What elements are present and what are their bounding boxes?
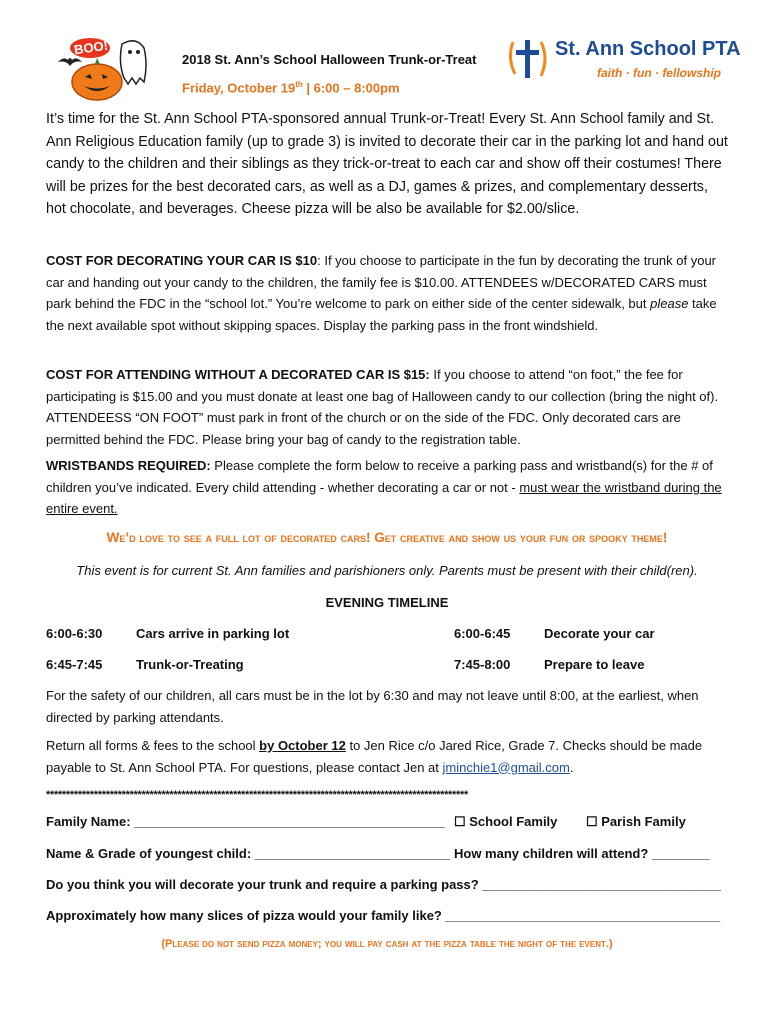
timeline-row-event1: Trunk-or-Treating (136, 657, 244, 672)
event-date (182, 80, 400, 95)
school-family-checkbox[interactable]: ☐ School Family (454, 814, 558, 829)
halloween-clipart (52, 34, 158, 102)
timeline-row-event1: Cars arrive in parking lot (136, 626, 290, 641)
cost-decorating-text-b: take the next available spot without skipping spaces. Display the parking pass in the front windshield. (46, 296, 717, 333)
wristbands-text: Please complete the form below to receive a parking pass and wristband(s) for the # of children you’ve indicated. Every child attending - whether decorating a car or not - (46, 458, 713, 495)
boo-text: BOO! (73, 37, 109, 58)
timeline-heading: EVENING TIMELINE (325, 595, 449, 610)
decorate-trunk-field[interactable]: Do you think you will decorate your trunk and require a parking pass? _________________________________ (46, 877, 721, 892)
pta-logo (505, 36, 741, 86)
callout: We’d love to see a full lot of decorated cars! Get creative and show us your fun or spooky theme! (106, 530, 668, 545)
wristbands-underlined: must wear the wristband during the entire event. (46, 479, 722, 516)
cost-attending-heading: COST FOR ATTENDING WITHOUT A DECORATED CAR IS $15: (46, 367, 430, 382)
event-date-main: Friday, October 19 (182, 80, 296, 96)
timeline-row-time2: 7:45-8:00 (454, 657, 511, 672)
return-text-b: to Jen Rice c/o Jared Rice, Grade 7. Checks should be made payable to St. Ann School PTA. For questions, please contact Jen at (46, 738, 703, 775)
safety-paragraph: For the safety of our children, all cars must be in the lot by 6:30 and may not leave until 8:00, at the earliest, when directed by parking attendants. (46, 688, 699, 725)
timeline-row-event2: Prepare to leave (544, 657, 645, 672)
cost-attending-section (46, 364, 728, 450)
intro-paragraph: It’s time for the St. Ann School PTA-sponsored annual Trunk-or-Treat! Every St. Ann School family and St. Ann Religious Education family (up to grade 3) is invited to decorate their car in the parking lot and hand out candy to the children and their siblings as they trick-or-treat to each car and show off their costumes! There will be prizes for the best decorated cars, as well as a DJ, games & prizes, and complementary desserts, hot chocolate, and beverages. Cheese pizza will be also be available for $2.00/slice. (46, 111, 728, 217)
cross-icon (505, 36, 551, 82)
pizza-money-note: (Please do not send pizza money; you will pay cash at the pizza table the night of the event.) (161, 938, 613, 950)
event-time: | 6:00 – 8:00pm (302, 80, 400, 96)
contact-email-link[interactable]: jminchie1@gmail.com (442, 759, 570, 775)
logo-tagline: faith · fun · fellowship (597, 66, 721, 80)
return-deadline: by October 12 (259, 738, 346, 753)
cost-attending-text: If you choose to attend “on foot,” the fee for participating is $15.00 and you must donate at least one bag of Halloween candy to our collection (bring the night of). ATTENDEESS “ON FOOT” must park in front of the church or on the side of the FDC. Only decorated cars are permitted behind the FDC. Please bring your bag of candy to the registration table. (46, 367, 719, 447)
cost-decorating-emphasis: please (650, 296, 689, 311)
family-name-field[interactable]: Family Name: ___________________________________________ (46, 814, 446, 829)
timeline-row-event2: Decorate your car (544, 626, 655, 641)
cost-decorating-text-a: : If you choose to participate in the fun by decorating the trunk of your car and handing out your candy to the children, the family fee is $10.00. ATTENDEES w/DECORATED CARS must park behind the FDC in the “school lot.” You’re welcome to park on either side of the center sidewalk, but (46, 253, 717, 311)
pizza-slices-field[interactable]: Approximately how many slices of pizza would your family like? ______________________________________ (46, 908, 721, 923)
wristbands-section (46, 455, 728, 520)
timeline-row-time2: 6:00-6:45 (454, 626, 511, 641)
event-title: 2018 St. Ann’s School Halloween Trunk-or-Treat (182, 52, 477, 67)
return-text-c: . (569, 759, 574, 775)
event-date-sup: th (295, 80, 303, 89)
youngest-child-field[interactable]: Name & Grade of youngest child: ___________________________ (46, 846, 450, 861)
children-count-field[interactable]: How many children will attend? ________ (454, 846, 710, 861)
wristbands-heading: WRISTBANDS REQUIRED: (46, 458, 211, 473)
form-divider: ********************************************************************************************************** (46, 789, 468, 801)
timeline-row-time1: 6:00-6:30 (46, 626, 103, 641)
parish-family-checkbox[interactable]: ☐ Parish Family (586, 814, 686, 829)
cost-decorating-section (46, 250, 728, 336)
logo-title: St. Ann School PTA (555, 38, 741, 60)
timeline-row-time1: 6:45-7:45 (46, 657, 103, 672)
return-paragraph (46, 735, 728, 778)
cost-decorating-heading: COST FOR DECORATING YOUR CAR IS $10 (46, 253, 318, 268)
eligibility-note: This event is for current St. Ann families and parishioners only. Parents must be present with their child(ren). (76, 563, 698, 578)
return-text-a: Return all forms & fees to the school (46, 738, 260, 753)
